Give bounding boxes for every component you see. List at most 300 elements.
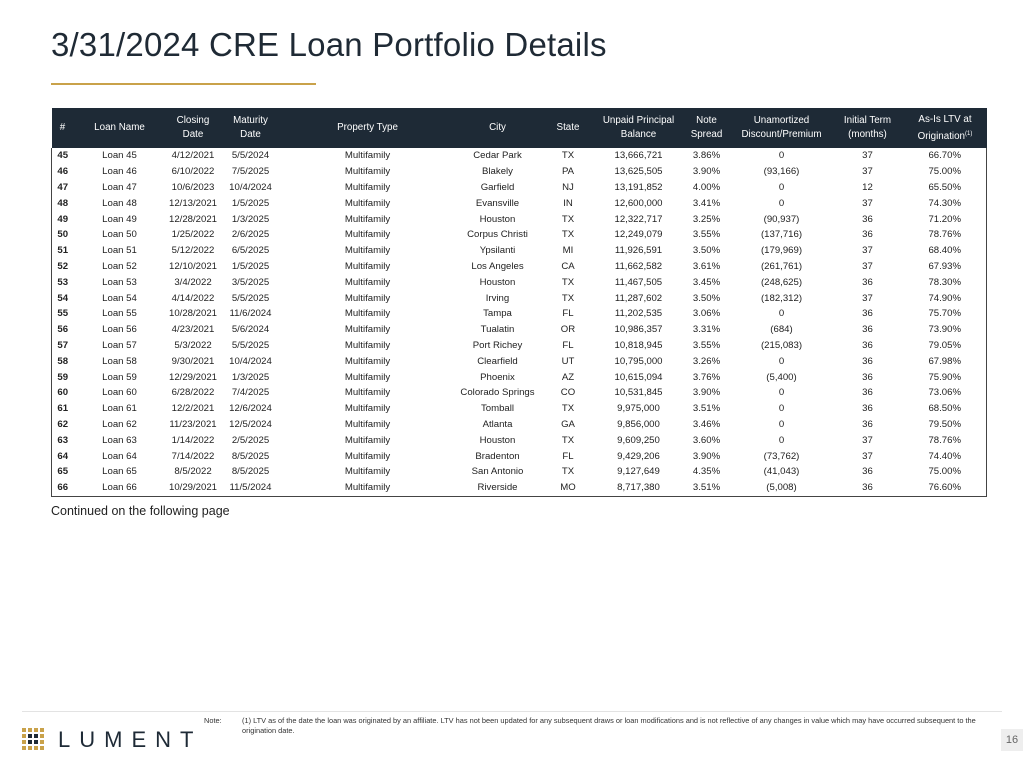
column-header-line2: Balance xyxy=(620,129,657,140)
table-cell: 76.60% xyxy=(928,482,962,494)
column-header-line1: Maturity xyxy=(233,115,268,126)
table-cell: 3.51% xyxy=(692,403,721,415)
table-cell: Loan 53 xyxy=(102,276,137,288)
table-cell: Multifamily xyxy=(344,339,391,351)
table-cell: MO xyxy=(560,482,576,494)
table-cell: Bradenton xyxy=(475,450,520,462)
row-number-cell: 53 xyxy=(57,276,69,288)
table-cell: 0 xyxy=(778,308,785,320)
table-cell: Multifamily xyxy=(344,355,391,367)
table-cell: Multifamily xyxy=(344,229,391,241)
table-cell: Loan 50 xyxy=(102,229,137,241)
table-cell: UT xyxy=(561,355,575,367)
table-cell: 12/13/2021 xyxy=(168,197,217,209)
table-cell: 1/3/2025 xyxy=(231,213,270,225)
table-cell: Loan 59 xyxy=(102,371,137,383)
table-cell: Blakely xyxy=(482,166,513,178)
table-cell: Port Richey xyxy=(472,339,523,351)
column-header xyxy=(281,108,455,148)
table-cell: 36 xyxy=(862,355,873,367)
row-number-cell: 62 xyxy=(57,418,69,430)
table-cell: 12/10/2021 xyxy=(168,260,217,272)
table-cell: Clearfield xyxy=(477,355,518,367)
column-header-line1: Property Type xyxy=(337,122,398,133)
table-row xyxy=(52,385,987,401)
table-cell: 3.50% xyxy=(692,245,721,257)
table-cell: 3.31% xyxy=(692,324,721,336)
table-cell: 4.00% xyxy=(692,181,721,193)
table-cell: 3.41% xyxy=(692,197,721,209)
footnote-marker: (1) xyxy=(965,130,973,137)
table-cell: NJ xyxy=(562,181,574,193)
table-row xyxy=(52,464,987,480)
table-cell: Loan 64 xyxy=(102,450,137,462)
table-cell: Loan 60 xyxy=(102,387,137,399)
table-cell: 3.76% xyxy=(692,371,721,383)
table-cell: Multifamily xyxy=(344,260,391,272)
table-cell: Los Angeles xyxy=(471,260,524,272)
table-cell: Multifamily xyxy=(344,308,391,320)
table-cell: MI xyxy=(562,245,574,257)
table-cell: 3/5/2025 xyxy=(231,276,270,288)
table-cell: Atlanta xyxy=(482,418,513,430)
table-cell: 36 xyxy=(862,418,873,430)
table-cell: TX xyxy=(561,466,575,478)
row-number-cell: 66 xyxy=(57,482,69,494)
table-cell: 10/6/2023 xyxy=(171,181,215,193)
table-cell: 75.00% xyxy=(928,166,962,178)
table-cell: Garfield xyxy=(480,181,515,193)
table-row xyxy=(52,401,987,417)
table-cell: 3.46% xyxy=(692,418,721,430)
table-cell: 7/4/2025 xyxy=(231,387,270,399)
table-cell: 8/5/2025 xyxy=(231,466,270,478)
table-cell: Phoenix xyxy=(480,371,515,383)
table-cell: Multifamily xyxy=(344,387,391,399)
table-cell: Loan 51 xyxy=(102,245,137,257)
table-cell: 6/10/2022 xyxy=(171,166,215,178)
table-row xyxy=(52,259,987,275)
table-cell: Multifamily xyxy=(344,150,391,162)
column-header xyxy=(221,108,281,148)
column-header-line2: Discount/Premium xyxy=(741,129,822,140)
table-row xyxy=(52,180,987,196)
table-cell: Multifamily xyxy=(344,166,391,178)
table-cell: Multifamily xyxy=(344,403,391,415)
lument-logo xyxy=(22,727,202,753)
table-row xyxy=(52,417,987,433)
table-cell: Riverside xyxy=(477,482,518,494)
table-cell: 66.70% xyxy=(928,150,962,162)
table-cell: 5/6/2024 xyxy=(231,324,270,336)
table-cell: 79.50% xyxy=(928,418,962,430)
table-cell: Multifamily xyxy=(344,371,391,383)
table-cell: 2/5/2025 xyxy=(231,434,270,446)
table-cell: Loan 54 xyxy=(102,292,137,304)
table-cell: Loan 65 xyxy=(102,466,137,478)
table-cell: 36 xyxy=(862,371,873,383)
row-number-cell: 47 xyxy=(57,181,69,193)
table-cell: 12/5/2024 xyxy=(229,418,272,430)
table-cell: 3.55% xyxy=(692,229,721,241)
table-cell: 68.50% xyxy=(928,403,962,415)
table-cell: TX xyxy=(561,213,575,225)
table-cell: 0 xyxy=(778,197,785,209)
table-cell: Loan 56 xyxy=(102,324,137,336)
column-header-line1: Initial Term xyxy=(843,115,892,126)
table-cell: 78.76% xyxy=(928,434,962,446)
column-header-line2: Date xyxy=(240,129,261,140)
table-cell: 10,531,845 xyxy=(614,387,663,399)
column-header xyxy=(541,108,596,148)
table-cell: 11,287,602 xyxy=(614,292,663,304)
column-header-line1: As-Is LTV at xyxy=(918,113,972,125)
table-cell: 3.51% xyxy=(692,482,721,494)
title-underline xyxy=(51,83,316,85)
table-cell: 12/29/2021 xyxy=(168,371,217,383)
table-cell: 9,856,000 xyxy=(617,418,660,430)
column-header-line2: Spread xyxy=(690,129,723,140)
table-cell: Multifamily xyxy=(344,213,391,225)
table-cell: 13,625,505 xyxy=(614,166,663,178)
column-header-line1: Loan Name xyxy=(94,122,145,133)
table-cell: San Antonio xyxy=(471,466,524,478)
table-cell: 75.90% xyxy=(928,371,962,383)
table-cell: 3.55% xyxy=(692,339,721,351)
table-cell: 36 xyxy=(862,324,873,336)
table-cell: 10,986,357 xyxy=(614,324,663,336)
column-header xyxy=(904,108,987,148)
table-cell: 1/3/2025 xyxy=(231,371,270,383)
table-cell: OR xyxy=(560,324,576,336)
table-cell: GA xyxy=(561,418,575,430)
table-cell: 12,322,717 xyxy=(614,213,663,225)
table-cell: Loan 57 xyxy=(102,339,137,351)
table-row xyxy=(52,353,987,369)
table-cell: 11,202,535 xyxy=(614,308,663,320)
row-number-cell: 52 xyxy=(57,260,69,272)
table-row xyxy=(52,338,987,354)
column-header-line1: Unpaid Principal xyxy=(602,115,675,126)
table-cell: CA xyxy=(561,260,575,272)
table-cell: 73.90% xyxy=(928,324,962,336)
table-cell: (5,008) xyxy=(766,482,797,494)
table-cell: 11/23/2021 xyxy=(169,418,217,430)
table-cell: 0 xyxy=(778,387,785,399)
table-cell: 10,615,094 xyxy=(614,371,663,383)
row-number-cell: 50 xyxy=(57,229,69,241)
table-row xyxy=(52,369,987,385)
table-cell: 36 xyxy=(862,482,873,494)
table-cell: 8,717,380 xyxy=(617,482,660,494)
table-cell: AZ xyxy=(561,371,575,383)
row-number-cell: 54 xyxy=(57,292,69,304)
table-cell: 3.25% xyxy=(692,213,721,225)
table-cell: FL xyxy=(562,308,574,320)
table-cell: 74.40% xyxy=(928,450,962,462)
footnote xyxy=(204,716,984,736)
table-cell: 13,666,721 xyxy=(614,150,663,162)
row-number-cell: 59 xyxy=(57,371,69,383)
table-row xyxy=(52,480,987,496)
table-cell: PA xyxy=(561,166,575,178)
table-cell: 68.40% xyxy=(928,245,962,257)
row-number-cell: 61 xyxy=(57,403,69,415)
table-header-row xyxy=(52,108,987,148)
table-cell: 1/14/2022 xyxy=(171,434,215,446)
table-cell: Loan 49 xyxy=(102,213,137,225)
table-cell: Cedar Park xyxy=(473,150,522,162)
table-cell: 37 xyxy=(862,434,873,446)
page-title: 3/31/2024 CRE Loan Portfolio Details xyxy=(51,26,607,63)
table-cell: Corpus Christi xyxy=(467,229,528,241)
column-header xyxy=(74,108,166,148)
table-cell: 12/2/2021 xyxy=(171,403,215,415)
table-cell: 3.90% xyxy=(692,166,721,178)
table-cell: 11/5/2024 xyxy=(229,482,272,494)
table-cell: IN xyxy=(563,197,573,209)
table-cell: Tampa xyxy=(483,308,512,320)
table-cell: 0 xyxy=(778,355,785,367)
column-header xyxy=(455,108,541,148)
table-cell: 5/5/2025 xyxy=(231,339,270,351)
row-number-cell: 65 xyxy=(57,466,69,478)
table-cell: 6/5/2025 xyxy=(231,245,270,257)
table-cell: (5,400) xyxy=(766,371,797,383)
loan-table-container xyxy=(51,108,986,497)
table-cell: 7/14/2022 xyxy=(171,450,215,462)
table-cell: 3.45% xyxy=(692,276,721,288)
table-cell: 1/25/2022 xyxy=(171,229,215,241)
table-cell: 71.20% xyxy=(928,213,962,225)
table-cell: 36 xyxy=(862,229,873,241)
table-cell: Loan 48 xyxy=(102,197,137,209)
column-header-line1: Unamortized xyxy=(753,115,810,126)
table-cell: TX xyxy=(561,434,575,446)
table-cell: 11/6/2024 xyxy=(229,308,272,320)
column-header-line2: Date xyxy=(182,129,204,140)
footer-divider xyxy=(22,711,1002,712)
table-cell: Multifamily xyxy=(344,466,391,478)
table-cell: 12,600,000 xyxy=(614,197,663,209)
table-cell: 74.30% xyxy=(928,197,962,209)
table-row xyxy=(52,306,987,322)
table-cell: Loan 62 xyxy=(102,418,137,430)
table-cell: 37 xyxy=(862,260,873,272)
table-cell: (41,043) xyxy=(763,466,800,478)
table-cell: 12 xyxy=(862,181,873,193)
table-cell: Multifamily xyxy=(344,434,391,446)
table-cell: 4.35% xyxy=(692,466,721,478)
column-header-line2: Origination xyxy=(917,130,966,142)
table-cell: Multifamily xyxy=(344,245,391,257)
table-cell: Multifamily xyxy=(344,482,391,494)
table-cell: Multifamily xyxy=(344,292,391,304)
table-cell: (137,716) xyxy=(760,229,803,241)
row-number-cell: 46 xyxy=(57,166,69,178)
table-row xyxy=(52,148,987,164)
table-cell: 0 xyxy=(778,418,785,430)
row-number-cell: 63 xyxy=(57,434,69,446)
table-cell: 74.90% xyxy=(928,292,962,304)
row-number-cell: 48 xyxy=(57,197,69,209)
table-cell: Houston xyxy=(479,434,516,446)
table-cell: Houston xyxy=(479,276,516,288)
table-cell: Tomball xyxy=(480,403,515,415)
table-cell: 3.60% xyxy=(692,434,721,446)
row-number-cell: 56 xyxy=(57,324,69,336)
table-cell: 75.00% xyxy=(928,466,962,478)
table-row xyxy=(52,227,987,243)
table-cell: 8/5/2022 xyxy=(174,466,212,478)
logo-wordmark: LUMENT xyxy=(58,727,203,752)
table-cell: 5/5/2024 xyxy=(231,150,270,162)
table-cell: (248,625) xyxy=(760,276,803,288)
table-cell: 4/14/2022 xyxy=(171,292,215,304)
table-cell: 36 xyxy=(862,403,873,415)
table-cell: 12/28/2021 xyxy=(168,213,217,225)
column-header xyxy=(682,108,732,148)
logo-grid-icon xyxy=(22,728,46,752)
table-cell: 36 xyxy=(862,339,873,351)
table-cell: 5/12/2022 xyxy=(171,245,215,257)
column-header-line1: State xyxy=(556,122,580,133)
table-cell: 3.50% xyxy=(692,292,721,304)
table-cell: 9,127,649 xyxy=(617,466,660,478)
column-header xyxy=(52,108,74,148)
table-body xyxy=(52,148,987,496)
table-cell: 10,818,945 xyxy=(614,339,663,351)
table-cell: Multifamily xyxy=(344,450,391,462)
table-cell: Irving xyxy=(485,292,510,304)
table-cell: 11,926,591 xyxy=(614,245,663,257)
table-cell: 9/30/2021 xyxy=(171,355,215,367)
table-cell: FL xyxy=(562,339,574,351)
table-cell: (182,312) xyxy=(760,292,803,304)
table-cell: 5/3/2022 xyxy=(174,339,212,351)
table-cell: 7/5/2025 xyxy=(231,166,270,178)
column-header-line1: # xyxy=(59,122,66,133)
table-cell: Loan 58 xyxy=(102,355,137,367)
table-cell: 1/5/2025 xyxy=(231,260,270,272)
table-cell: 11,467,505 xyxy=(614,276,663,288)
table-cell: 13,191,852 xyxy=(614,181,663,193)
table-row xyxy=(52,322,987,338)
table-cell: 36 xyxy=(862,276,873,288)
table-cell: 0 xyxy=(778,434,785,446)
row-number-cell: 51 xyxy=(57,245,69,257)
table-cell: 10/29/2021 xyxy=(168,482,217,494)
table-cell: Multifamily xyxy=(344,197,391,209)
table-cell: Evansville xyxy=(475,197,520,209)
row-number-cell: 60 xyxy=(57,387,69,399)
table-cell: 0 xyxy=(778,181,785,193)
table-cell: 37 xyxy=(862,450,873,462)
table-cell: 4/23/2021 xyxy=(171,324,215,336)
table-cell: Loan 45 xyxy=(102,150,137,162)
column-header-line1: Closing xyxy=(176,115,210,126)
table-cell: 37 xyxy=(862,197,873,209)
loan-portfolio-table xyxy=(51,108,987,497)
table-cell: 73.06% xyxy=(928,387,962,399)
table-cell: 4/12/2021 xyxy=(171,150,215,162)
table-cell: (93,166) xyxy=(763,166,800,178)
table-cell: 3.06% xyxy=(692,308,721,320)
table-cell: Loan 46 xyxy=(102,166,137,178)
row-number-cell: 49 xyxy=(57,213,69,225)
table-cell: (215,083) xyxy=(760,339,803,351)
table-cell: 3.90% xyxy=(692,387,721,399)
table-cell: 10/4/2024 xyxy=(229,355,272,367)
table-cell: Multifamily xyxy=(344,418,391,430)
table-row xyxy=(52,290,987,306)
table-cell: 67.93% xyxy=(928,260,962,272)
table-row xyxy=(52,195,987,211)
table-cell: TX xyxy=(561,403,575,415)
table-cell: 37 xyxy=(862,245,873,257)
table-cell: 3.61% xyxy=(692,260,721,272)
column-header xyxy=(596,108,682,148)
table-cell: 3.86% xyxy=(692,150,721,162)
table-cell: 36 xyxy=(862,308,873,320)
table-cell: Loan 66 xyxy=(102,482,137,494)
table-row xyxy=(52,448,987,464)
column-header-line1: City xyxy=(489,122,506,133)
footnote-label: Note: xyxy=(204,716,222,725)
table-cell: Loan 52 xyxy=(102,260,137,272)
column-header-line2: (months) xyxy=(848,129,887,140)
table-cell: Colorado Springs xyxy=(460,387,535,399)
table-cell: Tualatin xyxy=(480,324,515,336)
table-cell: 6/28/2022 xyxy=(171,387,215,399)
table-cell: 3.26% xyxy=(692,355,721,367)
table-cell: TX xyxy=(561,276,575,288)
table-cell: 9,429,206 xyxy=(617,450,660,462)
table-cell: 3/4/2022 xyxy=(174,276,212,288)
table-cell: 37 xyxy=(862,166,873,178)
column-header xyxy=(166,108,221,148)
table-cell: 79.05% xyxy=(928,339,962,351)
table-row xyxy=(52,211,987,227)
table-cell: Multifamily xyxy=(344,324,391,336)
table-cell: Loan 47 xyxy=(102,181,137,193)
table-cell: 10/4/2024 xyxy=(229,181,272,193)
table-cell: 78.76% xyxy=(928,229,962,241)
table-cell: (684) xyxy=(770,324,793,336)
table-cell: (261,761) xyxy=(760,260,803,272)
table-cell: 36 xyxy=(862,466,873,478)
table-row xyxy=(52,274,987,290)
table-cell: Multifamily xyxy=(344,181,391,193)
table-cell: 67.98% xyxy=(928,355,962,367)
continued-note: Continued on the following page xyxy=(51,504,230,518)
table-cell: 10/28/2021 xyxy=(168,308,217,320)
row-number-cell: 55 xyxy=(57,308,69,320)
table-cell: 12/6/2024 xyxy=(229,403,272,415)
table-cell: Ypsilanti xyxy=(479,245,516,257)
table-cell: 9,609,250 xyxy=(617,434,660,446)
row-number-cell: 58 xyxy=(57,355,69,367)
table-cell: TX xyxy=(561,292,575,304)
table-cell: TX xyxy=(561,150,575,162)
table-cell: 75.70% xyxy=(928,308,962,320)
table-cell: Loan 61 xyxy=(102,403,137,415)
column-header xyxy=(832,108,904,148)
footnote-text: (1) LTV as of the date the loan was originated by an affiliate. LTV has not been updated for any subsequent draws or loan modifications and is not reflective of any changes in value which may have occurred subsequent to the origination date. xyxy=(242,716,976,735)
table-cell: FL xyxy=(562,450,574,462)
table-header xyxy=(52,108,987,148)
table-cell: 8/5/2025 xyxy=(231,450,270,462)
